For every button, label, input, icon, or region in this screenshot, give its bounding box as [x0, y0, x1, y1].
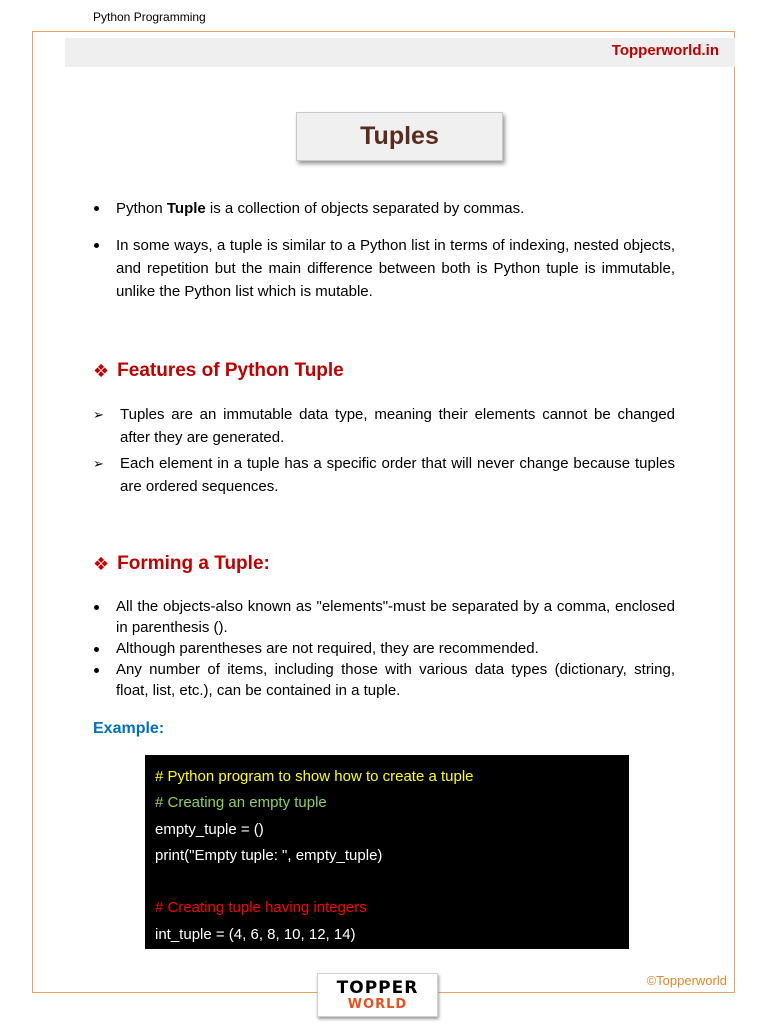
- code-line: int_tuple = (4, 6, 8, 10, 12, 14): [155, 925, 356, 943]
- logo-bottom-text: WORLD: [347, 996, 408, 1012]
- list-item: ➢ Each element in a tuple has a specific order that will never change because tuples are ordered sequences.: [93, 452, 675, 498]
- forming-heading: ❖ Forming a Tuple:: [93, 553, 270, 574]
- list-item: Although parentheses are not required, they are recommended.: [116, 640, 539, 657]
- page-header-text: Python Programming: [93, 10, 206, 24]
- features-list: [93, 403, 675, 498]
- emphasis-tuple: Tuple: [166, 200, 206, 217]
- diamond-bullet-icon: ❖: [93, 361, 110, 381]
- logo-top-text: TOPPER: [336, 977, 419, 998]
- code-line: # Python program to show how to create a tuple: [155, 768, 474, 785]
- list-item: All the objects-also known as "elements"-must be separated by a comma, enclosed in parenthesis ().: [116, 598, 675, 636]
- forming-list: [93, 596, 675, 701]
- list-item: Any number of items, including those with various data types (dictionary, string, float, list, etc.), can be contained in a tuple.: [116, 661, 675, 699]
- code-line: print("Empty tuple: ", empty_tuple): [155, 846, 383, 864]
- code-block: [145, 755, 629, 949]
- page-title: Tuples: [296, 112, 503, 161]
- code-line: [155, 871, 619, 897]
- list-item: ➢ Tuples are an immutable data type, meaning their elements cannot be changed after they are generated.: [93, 403, 675, 449]
- features-heading: ❖ Features of Python Tuple: [93, 360, 344, 381]
- arrow-bullet-icon: ➢: [93, 456, 104, 471]
- diamond-bullet-icon: ❖: [93, 554, 110, 574]
- list-item: Python Tuple is a collection of objects separated by commas.: [116, 200, 525, 217]
- code-line: # Creating tuple having integers: [155, 899, 367, 917]
- arrow-bullet-icon: ➢: [93, 407, 104, 422]
- code-line: # Creating an empty tuple: [155, 794, 327, 812]
- code-line: empty_tuple = (): [155, 820, 264, 838]
- site-name: Topperworld.in: [611, 42, 719, 59]
- topperworld-logo: [317, 973, 438, 1017]
- list-item: In some ways, a tuple is similar to a Python list in terms of indexing, nested objects, and repetition but the main difference between both is Python tuple is immutable, unlike the Python list which is mutable.: [116, 237, 675, 300]
- copyright-text: ©Topperworld: [646, 973, 727, 988]
- intro-list: [93, 197, 675, 303]
- example-label: Example:: [93, 720, 165, 737]
- site-bar: [65, 38, 735, 67]
